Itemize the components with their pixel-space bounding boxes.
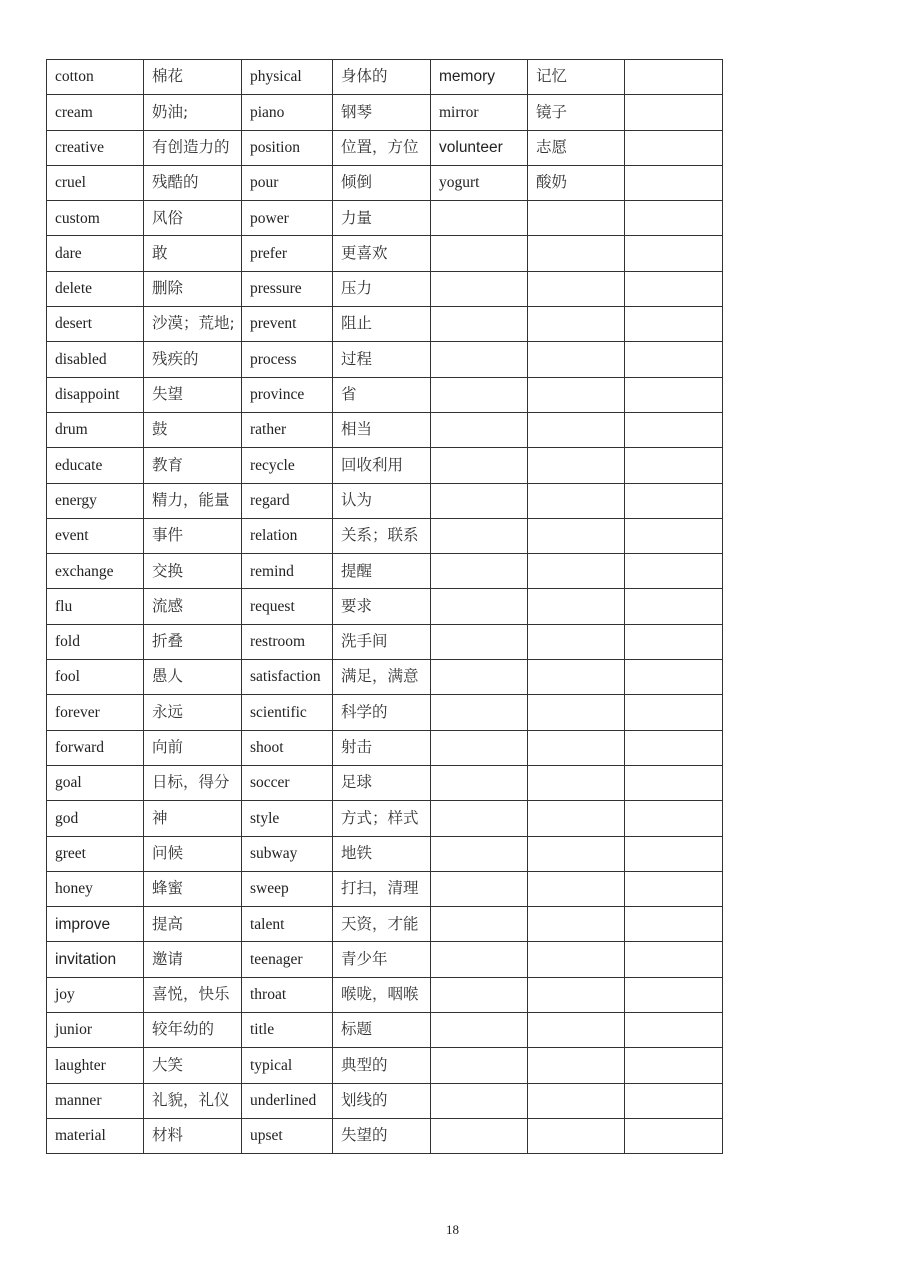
chinese-meaning-cell: 鼓 <box>144 412 242 447</box>
chinese-meaning-cell: 标题 <box>333 1013 431 1048</box>
chinese-meaning-cell: 压力 <box>333 271 431 306</box>
english-word-cell: teenager <box>242 942 333 977</box>
english-word-cell: typical <box>242 1048 333 1083</box>
chinese-meaning-cell: 材料 <box>144 1118 242 1153</box>
chinese-meaning-cell <box>528 554 625 589</box>
chinese-meaning-cell: 打扫，清理 <box>333 871 431 906</box>
empty-cell-cell <box>625 660 723 695</box>
chinese-meaning-cell: 足球 <box>333 765 431 800</box>
chinese-meaning-cell: 永远 <box>144 695 242 730</box>
empty-cell-cell <box>625 624 723 659</box>
table-row <box>47 483 723 518</box>
table-row <box>47 907 723 942</box>
table-row <box>47 448 723 483</box>
english-word-cell <box>431 342 528 377</box>
chinese-meaning-cell: 更喜欢 <box>333 236 431 271</box>
english-word-cell: pour <box>242 165 333 200</box>
chinese-meaning-cell: 力量 <box>333 201 431 236</box>
chinese-meaning-cell <box>528 201 625 236</box>
chinese-meaning-cell: 阻止 <box>333 307 431 342</box>
table-row <box>47 60 723 95</box>
english-word-cell: prefer <box>242 236 333 271</box>
chinese-meaning-cell: 身体的 <box>333 60 431 95</box>
chinese-meaning-cell <box>528 907 625 942</box>
chinese-meaning-cell: 问候 <box>144 836 242 871</box>
english-word-cell <box>431 201 528 236</box>
chinese-meaning-cell <box>528 518 625 553</box>
empty-cell-cell <box>625 871 723 906</box>
empty-cell-cell <box>625 165 723 200</box>
table-row <box>47 271 723 306</box>
english-word-cell: delete <box>47 271 144 306</box>
english-word-cell: satisfaction <box>242 660 333 695</box>
empty-cell-cell <box>625 307 723 342</box>
chinese-meaning-cell <box>528 1013 625 1048</box>
english-word-cell: energy <box>47 483 144 518</box>
table-row <box>47 765 723 800</box>
english-word-cell: shoot <box>242 730 333 765</box>
table-row <box>47 518 723 553</box>
table-row <box>47 1083 723 1118</box>
chinese-meaning-cell: 地铁 <box>333 836 431 871</box>
table-row <box>47 801 723 836</box>
empty-cell-cell <box>625 448 723 483</box>
chinese-meaning-cell: 日标，得分 <box>144 765 242 800</box>
english-word-cell <box>431 1083 528 1118</box>
english-word-cell <box>431 271 528 306</box>
chinese-meaning-cell: 棉花 <box>144 60 242 95</box>
english-word-cell: prevent <box>242 307 333 342</box>
table-row <box>47 342 723 377</box>
table-row <box>47 624 723 659</box>
english-word-cell: remind <box>242 554 333 589</box>
english-word-cell <box>431 907 528 942</box>
chinese-meaning-cell: 蜂蜜 <box>144 871 242 906</box>
chinese-meaning-cell <box>528 730 625 765</box>
empty-cell-cell <box>625 730 723 765</box>
chinese-meaning-cell <box>528 871 625 906</box>
english-word-cell <box>431 483 528 518</box>
english-word-cell <box>431 624 528 659</box>
chinese-meaning-cell: 相当 <box>333 412 431 447</box>
english-word-cell: request <box>242 589 333 624</box>
chinese-meaning-cell <box>528 765 625 800</box>
english-word-cell <box>431 942 528 977</box>
chinese-meaning-cell: 流感 <box>144 589 242 624</box>
english-word-cell <box>431 554 528 589</box>
chinese-meaning-cell: 划线的 <box>333 1083 431 1118</box>
english-word-cell: invitation <box>47 942 144 977</box>
english-word-cell: goal <box>47 765 144 800</box>
table-row <box>47 307 723 342</box>
chinese-meaning-cell: 要求 <box>333 589 431 624</box>
english-word-cell: event <box>47 518 144 553</box>
english-word-cell <box>431 518 528 553</box>
chinese-meaning-cell: 沙漠；荒地; <box>144 307 242 342</box>
chinese-meaning-cell: 洗手间 <box>333 624 431 659</box>
english-word-cell: sweep <box>242 871 333 906</box>
chinese-meaning-cell: 邀请 <box>144 942 242 977</box>
english-word-cell: scientific <box>242 695 333 730</box>
english-word-cell: pressure <box>242 271 333 306</box>
english-word-cell: fold <box>47 624 144 659</box>
chinese-meaning-cell <box>528 624 625 659</box>
english-word-cell: cream <box>47 95 144 130</box>
table-row <box>47 871 723 906</box>
chinese-meaning-cell: 向前 <box>144 730 242 765</box>
english-word-cell: cruel <box>47 165 144 200</box>
chinese-meaning-cell <box>528 942 625 977</box>
page-number: 18 <box>446 1222 459 1237</box>
english-word-cell: power <box>242 201 333 236</box>
empty-cell-cell <box>625 695 723 730</box>
chinese-meaning-cell <box>528 660 625 695</box>
english-word-cell: piano <box>242 95 333 130</box>
chinese-meaning-cell <box>528 342 625 377</box>
chinese-meaning-cell: 天资，才能 <box>333 907 431 942</box>
table-row <box>47 1048 723 1083</box>
chinese-meaning-cell <box>528 448 625 483</box>
chinese-meaning-cell <box>528 1118 625 1153</box>
english-word-cell <box>431 589 528 624</box>
chinese-meaning-cell: 省 <box>333 377 431 412</box>
english-word-cell <box>431 307 528 342</box>
empty-cell-cell <box>625 201 723 236</box>
chinese-meaning-cell: 敢 <box>144 236 242 271</box>
chinese-meaning-cell <box>528 271 625 306</box>
english-word-cell: drum <box>47 412 144 447</box>
english-word-cell: custom <box>47 201 144 236</box>
chinese-meaning-cell: 精力，能量 <box>144 483 242 518</box>
empty-cell-cell <box>625 1048 723 1083</box>
chinese-meaning-cell <box>528 412 625 447</box>
english-word-cell: talent <box>242 907 333 942</box>
chinese-meaning-cell: 记忆 <box>528 60 625 95</box>
chinese-meaning-cell <box>528 977 625 1012</box>
english-word-cell <box>431 236 528 271</box>
chinese-meaning-cell <box>528 836 625 871</box>
table-row <box>47 165 723 200</box>
english-word-cell <box>431 1118 528 1153</box>
english-word-cell <box>431 1013 528 1048</box>
empty-cell-cell <box>625 518 723 553</box>
chinese-meaning-cell: 愚人 <box>144 660 242 695</box>
empty-cell-cell <box>625 801 723 836</box>
empty-cell-cell <box>625 271 723 306</box>
english-word-cell: throat <box>242 977 333 1012</box>
english-word-cell: flu <box>47 589 144 624</box>
empty-cell-cell <box>625 95 723 130</box>
table-row <box>47 977 723 1012</box>
chinese-meaning-cell: 提醒 <box>333 554 431 589</box>
english-word-cell: god <box>47 801 144 836</box>
english-word-cell: style <box>242 801 333 836</box>
english-word-cell: cotton <box>47 60 144 95</box>
english-word-cell <box>431 377 528 412</box>
english-word-cell <box>431 660 528 695</box>
chinese-meaning-cell: 礼貌，礼仪 <box>144 1083 242 1118</box>
empty-cell-cell <box>625 130 723 165</box>
empty-cell-cell <box>625 589 723 624</box>
chinese-meaning-cell: 回收利用 <box>333 448 431 483</box>
english-word-cell: process <box>242 342 333 377</box>
english-word-cell <box>431 836 528 871</box>
chinese-meaning-cell: 残酷的 <box>144 165 242 200</box>
english-word-cell: dare <box>47 236 144 271</box>
table-row <box>47 730 723 765</box>
table-row <box>47 201 723 236</box>
english-word-cell: forever <box>47 695 144 730</box>
chinese-meaning-cell: 志愿 <box>528 130 625 165</box>
chinese-meaning-cell: 折叠 <box>144 624 242 659</box>
empty-cell-cell <box>625 483 723 518</box>
english-word-cell: joy <box>47 977 144 1012</box>
english-word-cell: province <box>242 377 333 412</box>
english-word-cell <box>431 1048 528 1083</box>
english-word-cell: forward <box>47 730 144 765</box>
english-word-cell <box>431 977 528 1012</box>
chinese-meaning-cell <box>528 307 625 342</box>
chinese-meaning-cell <box>528 695 625 730</box>
english-word-cell: material <box>47 1118 144 1153</box>
chinese-meaning-cell: 提高 <box>144 907 242 942</box>
english-word-cell <box>431 448 528 483</box>
table-row <box>47 1013 723 1048</box>
chinese-meaning-cell: 关系；联系 <box>333 518 431 553</box>
chinese-meaning-cell: 喉咙，咽喉 <box>333 977 431 1012</box>
english-word-cell: memory <box>431 60 528 95</box>
empty-cell-cell <box>625 342 723 377</box>
english-word-cell: greet <box>47 836 144 871</box>
chinese-meaning-cell: 方式；样式 <box>333 801 431 836</box>
empty-cell-cell <box>625 765 723 800</box>
chinese-meaning-cell <box>528 236 625 271</box>
english-word-cell: mirror <box>431 95 528 130</box>
table-row <box>47 236 723 271</box>
empty-cell-cell <box>625 377 723 412</box>
english-word-cell: restroom <box>242 624 333 659</box>
english-word-cell: physical <box>242 60 333 95</box>
table-row <box>47 412 723 447</box>
english-word-cell: position <box>242 130 333 165</box>
chinese-meaning-cell: 喜悦，快乐 <box>144 977 242 1012</box>
chinese-meaning-cell: 神 <box>144 801 242 836</box>
english-word-cell: creative <box>47 130 144 165</box>
chinese-meaning-cell: 有创造力的 <box>144 130 242 165</box>
chinese-meaning-cell <box>528 589 625 624</box>
english-word-cell: fool <box>47 660 144 695</box>
chinese-meaning-cell: 过程 <box>333 342 431 377</box>
english-word-cell: manner <box>47 1083 144 1118</box>
english-word-cell <box>431 412 528 447</box>
empty-cell-cell <box>625 554 723 589</box>
chinese-meaning-cell: 失望 <box>144 377 242 412</box>
empty-cell-cell <box>625 236 723 271</box>
english-word-cell: educate <box>47 448 144 483</box>
vocabulary-table-body <box>47 60 723 1154</box>
chinese-meaning-cell: 典型的 <box>333 1048 431 1083</box>
table-row <box>47 942 723 977</box>
english-word-cell: subway <box>242 836 333 871</box>
chinese-meaning-cell: 酸奶 <box>528 165 625 200</box>
vocabulary-table <box>46 59 723 1154</box>
english-word-cell: relation <box>242 518 333 553</box>
table-row <box>47 836 723 871</box>
table-row <box>47 130 723 165</box>
table-row <box>47 589 723 624</box>
chinese-meaning-cell: 交换 <box>144 554 242 589</box>
english-word-cell <box>431 730 528 765</box>
chinese-meaning-cell <box>528 377 625 412</box>
english-word-cell: honey <box>47 871 144 906</box>
chinese-meaning-cell: 倾倒 <box>333 165 431 200</box>
english-word-cell: disabled <box>47 342 144 377</box>
chinese-meaning-cell <box>528 1083 625 1118</box>
empty-cell-cell <box>625 836 723 871</box>
table-row <box>47 95 723 130</box>
empty-cell-cell <box>625 60 723 95</box>
chinese-meaning-cell: 科学的 <box>333 695 431 730</box>
english-word-cell: recycle <box>242 448 333 483</box>
english-word-cell: regard <box>242 483 333 518</box>
chinese-meaning-cell: 较年幼的 <box>144 1013 242 1048</box>
english-word-cell: upset <box>242 1118 333 1153</box>
english-word-cell <box>431 801 528 836</box>
empty-cell-cell <box>625 1013 723 1048</box>
chinese-meaning-cell: 删除 <box>144 271 242 306</box>
english-word-cell: rather <box>242 412 333 447</box>
chinese-meaning-cell: 青少年 <box>333 942 431 977</box>
table-row <box>47 695 723 730</box>
english-word-cell: title <box>242 1013 333 1048</box>
english-word-cell: yogurt <box>431 165 528 200</box>
english-word-cell: disappoint <box>47 377 144 412</box>
chinese-meaning-cell: 射击 <box>333 730 431 765</box>
chinese-meaning-cell: 风俗 <box>144 201 242 236</box>
chinese-meaning-cell <box>528 801 625 836</box>
chinese-meaning-cell <box>528 483 625 518</box>
empty-cell-cell <box>625 907 723 942</box>
chinese-meaning-cell: 满足，满意 <box>333 660 431 695</box>
chinese-meaning-cell: 位置，方位 <box>333 130 431 165</box>
chinese-meaning-cell: 失望的 <box>333 1118 431 1153</box>
english-word-cell: soccer <box>242 765 333 800</box>
chinese-meaning-cell: 认为 <box>333 483 431 518</box>
empty-cell-cell <box>625 1083 723 1118</box>
chinese-meaning-cell: 大笑 <box>144 1048 242 1083</box>
chinese-meaning-cell: 奶油; <box>144 95 242 130</box>
table-row <box>47 554 723 589</box>
chinese-meaning-cell: 事件 <box>144 518 242 553</box>
chinese-meaning-cell <box>528 1048 625 1083</box>
chinese-meaning-cell: 残疾的 <box>144 342 242 377</box>
english-word-cell <box>431 695 528 730</box>
empty-cell-cell <box>625 412 723 447</box>
english-word-cell <box>431 871 528 906</box>
english-word-cell: junior <box>47 1013 144 1048</box>
english-word-cell: laughter <box>47 1048 144 1083</box>
empty-cell-cell <box>625 977 723 1012</box>
chinese-meaning-cell: 教育 <box>144 448 242 483</box>
chinese-meaning-cell: 钢琴 <box>333 95 431 130</box>
empty-cell-cell <box>625 1118 723 1153</box>
english-word-cell: volunteer <box>431 130 528 165</box>
english-word-cell: desert <box>47 307 144 342</box>
english-word-cell <box>431 765 528 800</box>
empty-cell-cell <box>625 942 723 977</box>
english-word-cell: underlined <box>242 1083 333 1118</box>
table-row <box>47 660 723 695</box>
english-word-cell: improve <box>47 907 144 942</box>
table-row <box>47 377 723 412</box>
table-row <box>47 1118 723 1153</box>
chinese-meaning-cell: 镜子 <box>528 95 625 130</box>
english-word-cell: exchange <box>47 554 144 589</box>
